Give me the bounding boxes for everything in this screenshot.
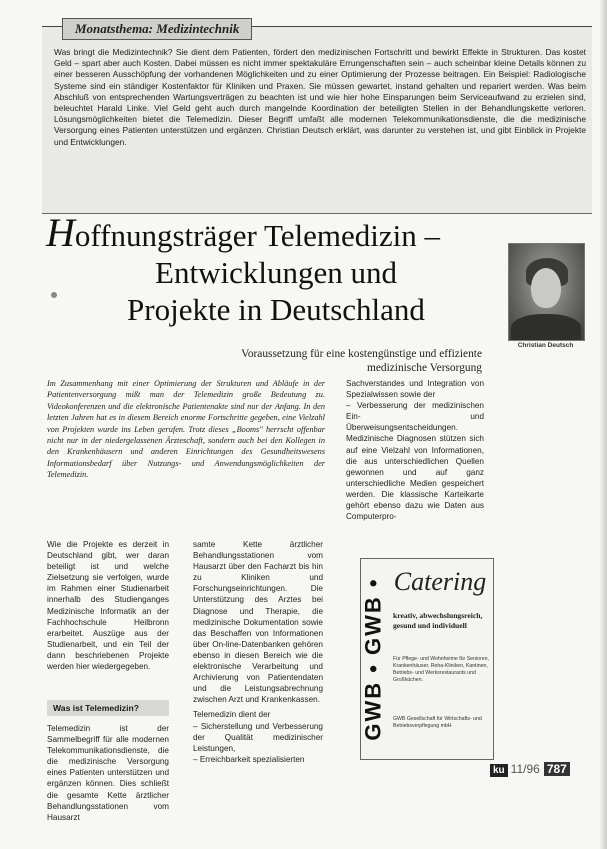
body-paragraph: Medizinische Diagnosen stützen sich auf eine Vielzahl von Informationen, die aus unterschiedlichen Quellen gewonnen und auf ganz unterschiedliche Medien gespeichert werden. Die klassische Karteikarte gehört ebenso dazu wie Daten aus Computerpro- <box>346 434 484 522</box>
body-column-2 <box>193 539 323 765</box>
body-list-item: – Verbesserung der medizinischen Ein- und Überweisungsentscheidungen. <box>346 401 484 433</box>
ad-contact: GWB Gesellschaft für Wirtschafts- und Betriebsverpflegung mbH <box>393 716 482 729</box>
body-paragraph: Wie die Projekte es derzeit in Deutschland gibt, wer daran beteiligt ist und welche Zielsetzung sie verfolgen, wurde im Rahmen einer Studienarbeit innerhalb des Studienganges Medizinische Informatik an der Fachhochschule Heilbronn erarbeitet. Auszüge aus der Studienarbeit, und ein Teil der dann beschriebenen Projekte werden hier wiedergegeben. <box>47 540 169 672</box>
section-tab: Monatsthema: Medizintechnik <box>62 18 252 40</box>
author-photo <box>508 243 585 341</box>
photo-caption: Christian Deutsch <box>517 342 574 349</box>
ad-vertical-brand: GWB • GWB • <box>361 577 386 741</box>
subtitle-line1: Voraussetzung für eine kostengünstige und effiziente <box>241 348 482 360</box>
scan-edge-shadow <box>599 0 607 849</box>
body-list-item: – Erreichbarkeit spezialisierten <box>193 754 305 764</box>
ad-slogan: kreativ, abwechslungsreich, gesund und individuell <box>393 611 483 630</box>
page-number: 787 <box>544 762 570 776</box>
intro-text: Was bringt die Medizintechnik? Sie dient dem Patienten, fördert den medizinischen Fortschritt und bewirkt Effekte in Strukturen. Das kostet Geld – spart aber auch Kosten. Dabei müssen es nicht immer spektakuläre Errungenschaften sein – auch scheinbar kleine Details können zu einer besseren Ausschöpfung der vorhandenen Möglichkeiten und zu einer Optimierung der Prozesse beitragen. Ein Beispiel: Radiologische Systeme sind ein ständiger Kostenfaktor für Kliniken und Praxen. Sie müssen gewartet, instand gehalten und repariert werden. Was beim Abschluß von entsprechenden Wartungsverträgen zu beachten ist und wie hier hohe Einsparungen beim Serviceaufwand zu erzielen sind, beleuchtet Harald Linke. Viel Geld geht auch durch mangelnde Koordination der beteiligten Stellen in der Behandlungskette verloren. Lösungsmöglichkeiten bietet die Telemedizin. Dieser Begriff umfaßt alle modernen Telekommunikationsdienste, die die medizinische Versorgung eines Patienten unterstützen und ergänzen. Christian Deutsch erklärt, was darunter zu verstehen ist, und gibt Einblick in Projekte und Entwicklungen. <box>54 47 586 147</box>
ad-description: Für Pflege- und Wohnheime für Senioren, Krankenhäuser, Reha-Kliniken, Kantinen, Betriebs- und Werksrestaurants und Großküchen. <box>393 656 489 683</box>
body-paragraph: Telemedizin ist der Sammelbegriff für alle modernen Telekommunikationsdienste, die die medizinische Versorgung eines Patienten unterstützen und ergänzen können. Dies schließt die gesamte Kette ärztlicher Behandlungsstationen vom Hausarzt <box>47 724 169 822</box>
headline <box>46 210 506 328</box>
subtitle-line2: medizinische Versorgung <box>366 362 482 374</box>
headline-initial: H <box>46 210 75 255</box>
issue-number: 11/96 <box>510 762 540 776</box>
subtitle <box>182 347 482 375</box>
page-footer <box>490 762 590 782</box>
body-paragraph: Telemedizin dient der <box>193 710 271 720</box>
advertisement <box>360 558 494 760</box>
punch-hole <box>51 292 57 298</box>
body-paragraph: Sachverstandes und Integration von Spezialwissen sowie der <box>346 379 484 400</box>
intro-box <box>42 21 592 214</box>
body-column-3 <box>346 378 484 522</box>
headline-line1: offnungsträger Telemedizin – <box>74 218 441 253</box>
body-paragraph: samte Kette ärztlicher Behandlungsstationen vom Hausarzt über den Facharzt bis hin zu Kliniken und Forschungseinrichtungen. Die Unterstützung des Arztes bei Diagnose und Therapie, die medizinische Dokumentation sowie das Beschaffen von Informationen über On-line-Datenbanken gehören ebenso in diesen Bereich wie die elektronische Verarbeitung und Archivierung von Patientendaten und die Leistungsabrechnung zwischen Arzt und Krankenkassen. <box>193 540 323 705</box>
magazine-logo: ku <box>490 764 508 777</box>
lead-paragraph: Im Zusammenhang mit einer Optimierung der Strukturen und Abläufe in der Patientenversorgung mißt man der Telemedizin große Bedeutung zu. Videokonferenzen und die elektronische Patientenakte sind nur der Anfang. In den letzten Jahren hat es in diesem Bereich enorme Fortschritte gegeben, eine Vielzahl von Projekten wurde ins Leben gerufen. Trotz dieses „Booms" herrscht offenbar nicht nur in der niedergelassenen Ärzteschaft, sondern auch bei den Kollegen in den Krankenhäusern und anderen Einrichtungen des Gesundheitswesens Informationsbedarf über Nutzungs- und Anwendungsmöglichkeiten der Telemedizin. <box>47 379 325 480</box>
body-column-1b <box>47 723 169 823</box>
section-subhead: Was ist Telemedizin? <box>47 700 169 716</box>
ad-logo: Catering <box>393 567 487 596</box>
headline-line3: Projekte in Deutschland <box>127 292 425 327</box>
body-column-1 <box>47 539 169 672</box>
headline-line2: Entwicklungen und <box>155 255 397 290</box>
body-list-item: – Sicherstellung und Verbesserung der Qualität medizinischer Leistungen, <box>193 721 323 753</box>
